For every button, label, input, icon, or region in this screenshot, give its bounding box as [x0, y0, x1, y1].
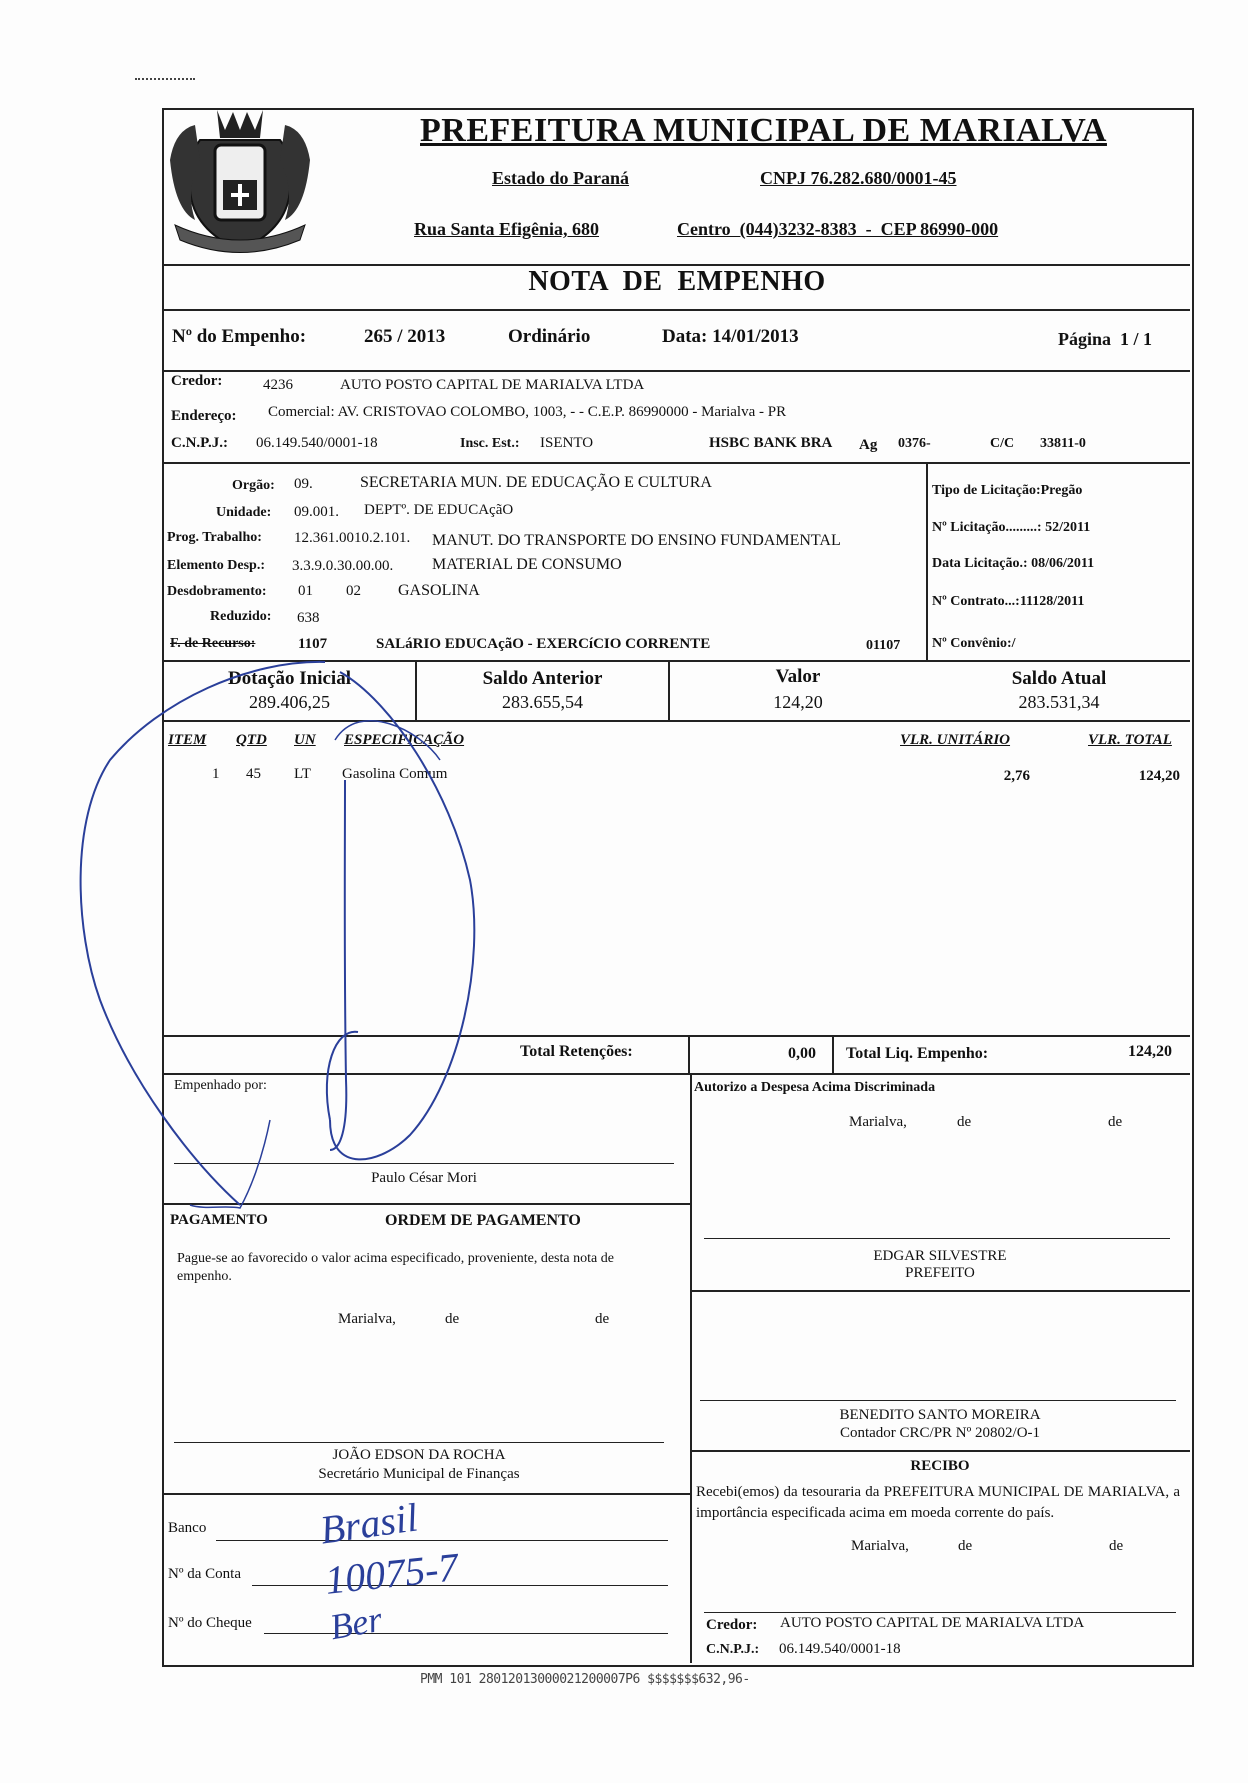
- empenhado-name: Paulo César Mori: [371, 1170, 477, 1186]
- cnpj-label: C.N.P.J.:: [171, 435, 228, 451]
- recurso-label: F. de Recurso:: [170, 636, 256, 651]
- saldo-atual-value: 283.531,34: [1018, 692, 1100, 712]
- licitacao-numero: Nº Licitação.........: 52/2011: [932, 520, 1091, 535]
- row-desc: Gasolina Comum: [342, 766, 448, 782]
- pagamento-de1: de: [445, 1311, 460, 1327]
- credor-bank: HSBC BANK BRA: [709, 435, 833, 451]
- header-address: Rua Santa Efigênia, 680: [414, 219, 600, 239]
- prefeito-name: EDGAR SILVESTRE: [873, 1248, 1007, 1264]
- empenho-type: Ordinário: [508, 326, 591, 347]
- recibo-credor-label: Credor:: [706, 1617, 758, 1633]
- recibo-credor: AUTO POSTO CAPITAL DE MARIALVA LTDA: [780, 1615, 1085, 1631]
- dotacao-label: Dotação Inicial: [228, 668, 351, 689]
- address-label: Endereço:: [171, 408, 237, 424]
- unidade-label: Unidade:: [216, 505, 272, 520]
- recurso-code: 01107: [866, 638, 901, 653]
- empenho-number: 265 / 2013: [364, 326, 446, 347]
- pagamento-text: Pague-se ao favorecido o valor acima especificado, proveniente, desta nota de empenho.: [177, 1251, 614, 1284]
- row-unit: 2,76: [1003, 768, 1030, 784]
- banco-label: Banco: [168, 1520, 207, 1536]
- recibo-cnpj-label: C.N.P.J.:: [706, 1642, 760, 1657]
- recibo-place: Marialva,: [851, 1538, 909, 1554]
- credor-cnpj: 06.149.540/0001-18: [256, 435, 378, 451]
- cc-label: C/C: [990, 436, 1015, 451]
- ag-label: Ag: [859, 437, 878, 453]
- licitacao-contrato: Nº Contrato...:11128/2011: [932, 594, 1085, 609]
- desdobramento-name: GASOLINA: [398, 582, 480, 599]
- recurso-name: SALáRIO EDUCAçãO - EXERCíCIO CORRENTE: [376, 636, 711, 652]
- liquido-label: Total Liq. Empenho:: [846, 1045, 989, 1062]
- saldo-atual-label: Saldo Atual: [1011, 668, 1107, 689]
- col-un: UN: [294, 732, 316, 748]
- col-especificacao: ESPECIFICAÇÃO: [344, 732, 465, 748]
- secretario-role: Secretário Municipal de Finanças: [318, 1466, 520, 1482]
- liquido-value: 124,20: [1128, 1043, 1172, 1060]
- recibo-text: Recebi(emos) da tesouraria da PREFEITURA MUNICIPAL DE MARIALVA, a importância especificada acima em moeda corrente do país.: [696, 1484, 1180, 1521]
- elemento-name: MATERIAL DE CONSUMO: [432, 556, 622, 573]
- retencoes-label: Total Retenções:: [520, 1043, 633, 1060]
- reduzido-label: Reduzido:: [210, 609, 272, 624]
- credor-ie: ISENTO: [540, 435, 594, 451]
- desdobramento-b: 02: [346, 583, 361, 599]
- col-vlr-unitario: VLR. UNITÁRIO: [900, 732, 1011, 748]
- prog-code: 12.361.0010.2.101.: [294, 530, 411, 546]
- credor-account: 33811-0: [1040, 436, 1086, 451]
- credor-agency: 0376-: [898, 436, 931, 451]
- dotacao-value: 289.406,25: [249, 692, 330, 712]
- autorizo-label: Autorizo a Despesa Acima Discriminada: [694, 1080, 936, 1095]
- conta-label: Nº da Conta: [168, 1566, 241, 1582]
- footer-code: PMM 101 28012013000021200007P6 $$$$$$$632,96-: [420, 1672, 750, 1687]
- header-state: Estado do Paraná: [492, 168, 630, 188]
- banco-handwritten: Brasil: [317, 1494, 421, 1553]
- recibo-de2: de: [1109, 1538, 1124, 1554]
- row-total: 124,20: [1138, 768, 1180, 784]
- licitacao-convenio: Nº Convênio:/: [932, 636, 1016, 651]
- empenho-page: Página 1 / 1: [1058, 329, 1153, 349]
- col-item: ITEM: [168, 732, 207, 748]
- row-un: LT: [294, 766, 311, 782]
- doc-title: NOTA DE EMPENHO: [528, 266, 826, 297]
- orgao-label: Orgão:: [232, 478, 275, 493]
- unidade-name: DEPTº. DE EDUCAçãO: [364, 502, 514, 518]
- elemento-label: Elemento Desp.:: [167, 558, 265, 573]
- credor-address: Comercial: AV. CRISTOVAO COLOMBO, 1003, - - C.E.P. 86990000 - Marialva - PR: [268, 404, 787, 420]
- unidade-code: 09.001.: [294, 504, 339, 520]
- recurso-value: 1107: [298, 636, 328, 652]
- credor-label: Credor:: [171, 373, 223, 389]
- header-title: PREFEITURA MUNICIPAL DE MARIALVA: [420, 112, 1107, 149]
- empenhado-label: Empenhado por:: [174, 1078, 267, 1093]
- credor-name: AUTO POSTO CAPITAL DE MARIALVA LTDA: [340, 377, 645, 393]
- saldo-anterior-label: Saldo Anterior: [482, 668, 603, 689]
- contador-role: Contador CRC/PR Nº 20802/O-1: [839, 1425, 1041, 1441]
- prefeito-role: PREFEITO: [905, 1265, 975, 1281]
- ie-label: Insc. Est.:: [460, 436, 520, 451]
- recibo-title: RECIBO: [910, 1458, 970, 1474]
- prog-label: Prog. Trabalho:: [167, 530, 262, 545]
- retencoes-value: 0,00: [788, 1045, 816, 1062]
- col-vlr-total: VLR. TOTAL: [1088, 732, 1172, 748]
- row-item: 1: [212, 766, 220, 782]
- valor-value: 124,20: [773, 692, 823, 712]
- header-contact: Centro (044)3232-8383 - CEP 86990-000: [677, 219, 999, 239]
- licitacao-data: Data Licitação.: 08/06/2011: [932, 556, 1095, 571]
- credor-code: 4236: [263, 377, 293, 393]
- col-qtd: QTD: [236, 732, 267, 748]
- elemento-code: 3.3.9.0.30.00.00.: [292, 558, 394, 574]
- cheque-handwritten: Ber: [326, 1598, 386, 1648]
- reduzido-value: 638: [297, 610, 320, 626]
- empenho-date: Data: 14/01/2013: [662, 326, 799, 347]
- empenho-number-label: Nº do Empenho:: [172, 326, 307, 347]
- orgao-code: 09.: [294, 476, 313, 492]
- saldo-anterior-value: 283.655,54: [502, 692, 583, 712]
- row-qtd: 45: [246, 766, 261, 782]
- autorizo-place: Marialva,: [849, 1114, 907, 1130]
- autorizo-de2: de: [1108, 1114, 1123, 1130]
- recibo-cnpj: 06.149.540/0001-18: [779, 1641, 901, 1657]
- recibo-de1: de: [958, 1538, 973, 1554]
- ordem-pagamento-label: ORDEM DE PAGAMENTO: [385, 1212, 581, 1229]
- pagamento-place: Marialva,: [338, 1311, 396, 1327]
- autorizo-de1: de: [957, 1114, 972, 1130]
- desdobramento-a: 01: [298, 583, 313, 599]
- conta-handwritten: 10075-7: [323, 1544, 461, 1603]
- pagamento-label: PAGAMENTO: [170, 1212, 268, 1228]
- desdobramento-label: Desdobramento:: [167, 584, 267, 599]
- valor-label: Valor: [775, 666, 821, 687]
- secretario-name: JOÃO EDSON DA ROCHA: [332, 1447, 506, 1463]
- cheque-label: Nº do Cheque: [168, 1615, 252, 1631]
- pagamento-de2: de: [595, 1311, 610, 1327]
- contador-name: BENEDITO SANTO MOREIRA: [839, 1407, 1041, 1423]
- orgao-name: SECRETARIA MUN. DE EDUCAÇÃO E CULTURA: [360, 474, 712, 491]
- header-cnpj: CNPJ 76.282.680/0001-45: [760, 168, 957, 188]
- licitacao-tipo: Tipo de Licitação:Pregão: [932, 483, 1083, 498]
- prog-name: MANUT. DO TRANSPORTE DO ENSINO FUNDAMENTAL: [432, 532, 841, 549]
